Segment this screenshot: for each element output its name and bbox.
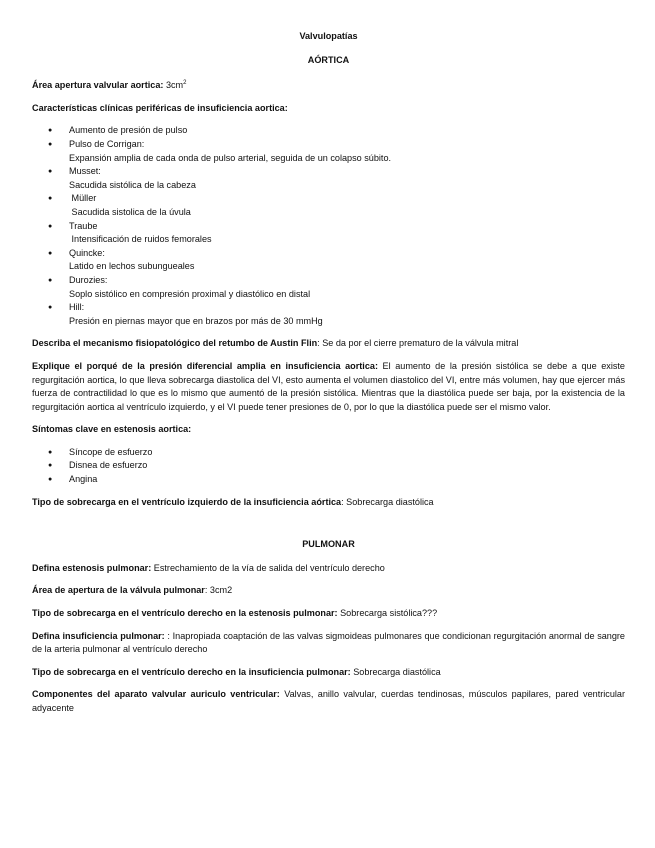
list-item: ● Musset: Sacudida sistólica de la cabeza <box>32 165 625 192</box>
aortic-area <box>32 77 625 93</box>
austin-flint: Describa el mecanismo fisiopatológico del retumbo de Austin Flin: Se da por el cierre prematuro de la válvula mitral <box>32 338 519 349</box>
list-item: ● Müller Sacudida sistolica de la úvula <box>32 192 625 219</box>
list-item: ● Durozies: Soplo sistólico en compresión proximal y diastólico en distal <box>32 274 625 301</box>
list-item: ● Traube Intensificación de ruidos femorales <box>32 220 625 247</box>
list-item: ● Disnea de esfuerzo <box>32 459 625 473</box>
pulmonary-row: Tipo de sobrecarga en el ventrículo derecho en la insuficiencia pulmonar: Sobrecarga diastólica <box>32 666 441 677</box>
document-title: Valvulopatías <box>299 31 358 41</box>
aortic-area-value: 3cm <box>165 80 184 91</box>
pulmonary-row: Componentes del aparato valvular auriculo ventricular: Valvas, anillo valvular, cuerdas tendinosas, músculos papilares, pared ventricular adyacente <box>32 689 625 713</box>
pulmonary-row: Tipo de sobrecarga en el ventrículo derecho en la estenosis pulmonar: Sobrecarga sistólica??? <box>32 608 438 619</box>
stenosis-label: Síntomas clave en estenosis aortica: <box>32 424 192 435</box>
list-item: ● Quincke: Latido en lechos subungueales <box>32 247 625 274</box>
list-item: ● Pulso de Corrigan: Expansión amplia de cada onda de pulso arterial, seguida de un colapso súbito. <box>32 138 625 165</box>
aortic-area-unit: 2 <box>183 80 187 87</box>
list-item: ● Aumento de presión de pulso <box>32 124 625 138</box>
list-item: ● Síncope de esfuerzo <box>32 446 625 460</box>
clinical-list <box>32 124 625 328</box>
pulmonary-row: Defina estenosis pulmonar: Estrechamiento de la vía de salida del ventrículo derecho <box>32 562 385 573</box>
list-item: ● Angina <box>32 473 625 487</box>
pulmonary-row: Área de apertura de la válvula pulmonar: 3cm2 <box>32 585 233 596</box>
aortic-heading: AÓRTICA <box>307 54 350 65</box>
document-page <box>32 30 625 725</box>
list-item: ● Hill: Presión en piernas mayor que en brazos por más de 30 mmHg <box>32 301 625 328</box>
pulse-pressure: Explique el porqué de la presión diferencial amplia en insuficiencia aortica: El aumento de la presión sistólica se debe a que existe regurgitación aortica, lo que lleva sobrecarga diastolica del VI, esto aumenta el volumen diastolico del VI, entre más volumen, hay que ejercer más fuerza de contractilidad lo que es lo mismo que aumentó de la presión sistólica. Mientras que la diastólica puede ser baja, por la existencia de la regurgitación aortica al ventrículo izquierdo, y el VI puede tener presiones de 0, por lo que la diastólica puede ser el mismo valor. <box>32 360 625 412</box>
aortic-overload: Tipo de sobrecarga en el ventrículo izquierdo de la insuficiencia aórtica: Sobrecarga diastólica <box>32 496 434 507</box>
pulmonary-row: Defina insuficiencia pulmonar: : Inapropiada coaptación de las valvas sigmoideas pulmonares que condicionan regurgitación anormal de sangre de la arteria pulmonar al ventrículo derecho <box>32 630 625 655</box>
aortic-area-label: Área apertura valvular aortica: <box>32 80 164 91</box>
pulmonary-heading: PULMONAR <box>302 539 355 550</box>
stenosis-list <box>32 446 625 487</box>
clinical-label: Características clínicas periféricas de insuficiencia aortica: <box>32 102 288 113</box>
